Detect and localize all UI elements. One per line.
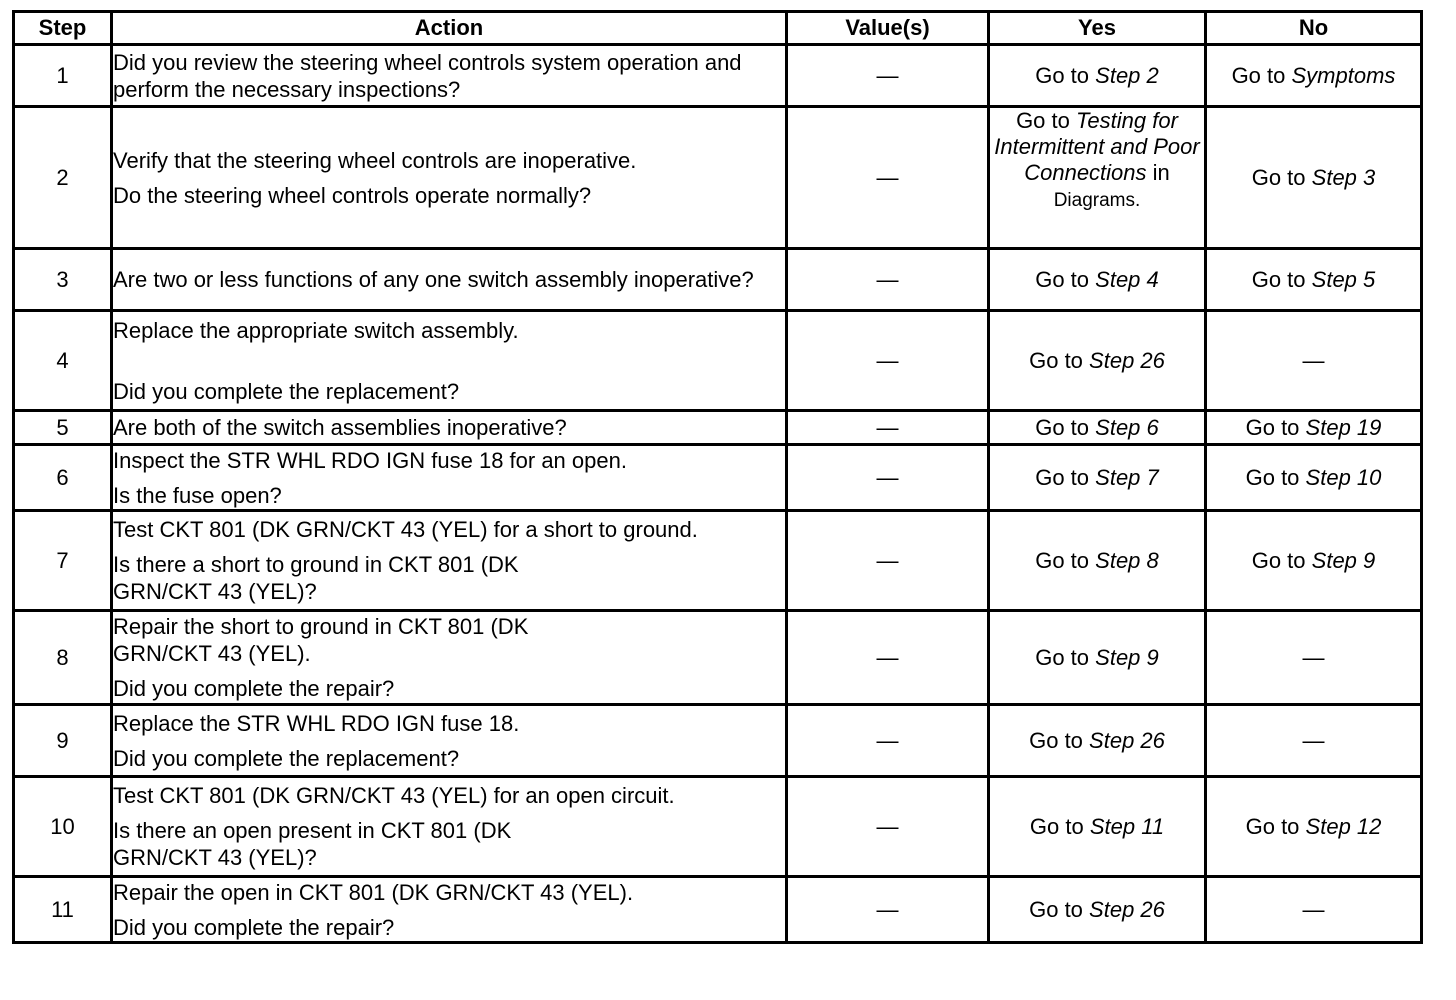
- yes-target: Testing for Intermittent and Poor Connections: [994, 108, 1200, 185]
- action-cell: [112, 777, 787, 877]
- step-number: 5: [14, 411, 112, 445]
- no-cell: —: [1206, 611, 1422, 705]
- goto-prefix: Go to: [1251, 164, 1306, 190]
- no-target: Step 19: [1305, 414, 1382, 440]
- yes-target: Step 2: [1095, 62, 1159, 88]
- no-cell: [1206, 777, 1422, 877]
- yes-cell: [989, 877, 1206, 943]
- table-row: [14, 311, 1422, 411]
- value-cell: —: [787, 511, 989, 611]
- header-no: No: [1206, 12, 1422, 45]
- action-text: Test CKT 801 (DK GRN/CKT 43 (YEL) for an open circuit.: [113, 783, 675, 808]
- action-text: Are two or less functions of any one switch assembly inoperative?: [113, 267, 754, 292]
- goto-prefix: Go to: [1029, 347, 1083, 373]
- goto-prefix: Go to: [1035, 464, 1090, 490]
- action-cell: [112, 877, 787, 943]
- goto-prefix: Go to: [1035, 644, 1090, 670]
- action-question: Do the steering wheel controls operate normally?: [113, 182, 592, 208]
- header-action: Action: [112, 12, 787, 45]
- step-number: 3: [14, 249, 112, 311]
- action-text: Repair the short to ground in CKT 801 (DK GRN/CKT 43 (YEL).: [113, 614, 529, 666]
- value-cell: —: [787, 107, 989, 249]
- yes-cell: [989, 777, 1206, 877]
- step-number: 8: [14, 611, 112, 705]
- no-cell: [1206, 107, 1422, 249]
- yes-target: Step 26: [1089, 896, 1165, 922]
- action-text: Replace the appropriate switch assembly.: [113, 317, 519, 343]
- action-text: Repair the open in CKT 801 (DK GRN/CKT 43 (YEL).: [113, 879, 634, 905]
- table-row: [14, 877, 1422, 943]
- header-row: [14, 12, 1422, 45]
- yes-cell: [989, 107, 1206, 249]
- action-question: Did you complete the repair?: [113, 676, 395, 701]
- action-question: Did you complete the repair?: [113, 914, 395, 940]
- goto-prefix: Go to: [1035, 62, 1090, 88]
- step-number: 10: [14, 777, 112, 877]
- no-cell: [1206, 511, 1422, 611]
- goto-prefix: Go to: [1035, 414, 1090, 440]
- no-cell: [1206, 411, 1422, 445]
- yes-suffix-in: in: [1152, 160, 1170, 185]
- goto-prefix: Go to: [1035, 547, 1090, 573]
- table-row: [14, 611, 1422, 705]
- value-cell: —: [787, 445, 989, 511]
- yes-suffix: Diagrams.: [1053, 190, 1141, 211]
- no-target: Step 12: [1305, 813, 1382, 839]
- value-cell: —: [787, 877, 989, 943]
- yes-cell: [989, 45, 1206, 107]
- table-row: [14, 411, 1422, 445]
- yes-target: Step 7: [1095, 464, 1159, 490]
- no-cell: [1206, 45, 1422, 107]
- table-row: [14, 511, 1422, 611]
- step-number: 9: [14, 705, 112, 777]
- value-cell: —: [787, 611, 989, 705]
- yes-cell: [989, 511, 1206, 611]
- action-text: Test CKT 801 (DK GRN/CKT 43 (YEL) for a short to ground.: [113, 517, 698, 542]
- table-row: [14, 705, 1422, 777]
- no-target: Step 10: [1305, 464, 1382, 490]
- goto-prefix: Go to: [1245, 464, 1300, 490]
- action-text: Replace the STR WHL RDO IGN fuse 18.: [113, 710, 520, 736]
- table-row: [14, 445, 1422, 511]
- value-cell: —: [787, 311, 989, 411]
- goto-prefix: Go to: [1251, 266, 1306, 292]
- step-number: 11: [14, 877, 112, 943]
- action-cell: [112, 411, 787, 445]
- goto-prefix: Go to: [1231, 62, 1286, 88]
- action-cell: [112, 611, 787, 705]
- value-cell: —: [787, 249, 989, 311]
- no-cell: —: [1206, 705, 1422, 777]
- action-cell: [112, 45, 787, 107]
- value-cell: —: [787, 411, 989, 445]
- no-cell: [1206, 445, 1422, 511]
- yes-target: Step 9: [1095, 644, 1159, 670]
- table-row: [14, 777, 1422, 877]
- action-question: Is the fuse open?: [113, 482, 282, 508]
- yes-target: Step 26: [1089, 347, 1165, 373]
- action-cell: [112, 311, 787, 411]
- action-cell: [112, 705, 787, 777]
- yes-cell: [989, 411, 1206, 445]
- no-target: Step 3: [1311, 164, 1376, 190]
- diagnostic-table: [12, 10, 1423, 944]
- goto-prefix: Go to: [1029, 727, 1083, 753]
- table-row: [14, 249, 1422, 311]
- yes-cell: [989, 311, 1206, 411]
- no-target: Symptoms: [1291, 62, 1396, 88]
- no-cell: —: [1206, 877, 1422, 943]
- yes-target: Step 8: [1095, 547, 1159, 573]
- table-row: [14, 107, 1422, 249]
- goto-prefix: Go to: [1245, 414, 1300, 440]
- no-cell: —: [1206, 311, 1422, 411]
- step-number: 4: [14, 311, 112, 411]
- goto-prefix: Go to: [1251, 547, 1306, 573]
- table-row: [14, 45, 1422, 107]
- yes-target: Step 4: [1095, 266, 1159, 292]
- step-number: 7: [14, 511, 112, 611]
- header-step: Step: [14, 12, 112, 45]
- value-cell: —: [787, 777, 989, 877]
- goto-prefix: Go to: [1029, 813, 1084, 839]
- yes-target: Step 26: [1089, 727, 1165, 753]
- action-text: Inspect the STR WHL RDO IGN fuse 18 for an open.: [113, 447, 627, 473]
- action-text: Verify that the steering wheel controls are inoperative.: [113, 147, 637, 173]
- action-question: Is there a short to ground in CKT 801 (DK GRN/CKT 43 (YEL)?: [113, 552, 519, 604]
- yes-target: Step 11: [1089, 813, 1165, 839]
- step-number: 6: [14, 445, 112, 511]
- no-target: Step 9: [1311, 547, 1376, 573]
- action-cell: [112, 249, 787, 311]
- goto-prefix: Go to: [1245, 813, 1300, 839]
- yes-cell: [989, 611, 1206, 705]
- value-cell: —: [787, 705, 989, 777]
- step-number: 2: [14, 107, 112, 249]
- action-cell: [112, 511, 787, 611]
- action-question: Is there an open present in CKT 801 (DK GRN/CKT 43 (YEL)?: [113, 818, 512, 870]
- action-cell: [112, 445, 787, 511]
- no-cell: [1206, 249, 1422, 311]
- header-yes: Yes: [989, 12, 1206, 45]
- goto-prefix: Go to: [1016, 108, 1070, 133]
- value-cell: —: [787, 45, 989, 107]
- yes-target: Step 6: [1095, 414, 1159, 440]
- action-question: Did you complete the replacement?: [113, 745, 460, 771]
- action-text: Are both of the switch assemblies inoperative?: [113, 415, 567, 440]
- yes-cell: [989, 249, 1206, 311]
- goto-prefix: Go to: [1029, 896, 1083, 922]
- step-number: 1: [14, 45, 112, 107]
- no-target: Step 5: [1311, 266, 1376, 292]
- goto-prefix: Go to: [1035, 266, 1090, 292]
- action-cell: [112, 107, 787, 249]
- yes-cell: [989, 445, 1206, 511]
- header-values: Value(s): [787, 12, 989, 45]
- action-text: Did you review the steering wheel controls system operation and perform the necessary inspections?: [113, 49, 742, 102]
- action-question: Did you complete the replacement?: [113, 378, 460, 404]
- yes-cell: [989, 705, 1206, 777]
